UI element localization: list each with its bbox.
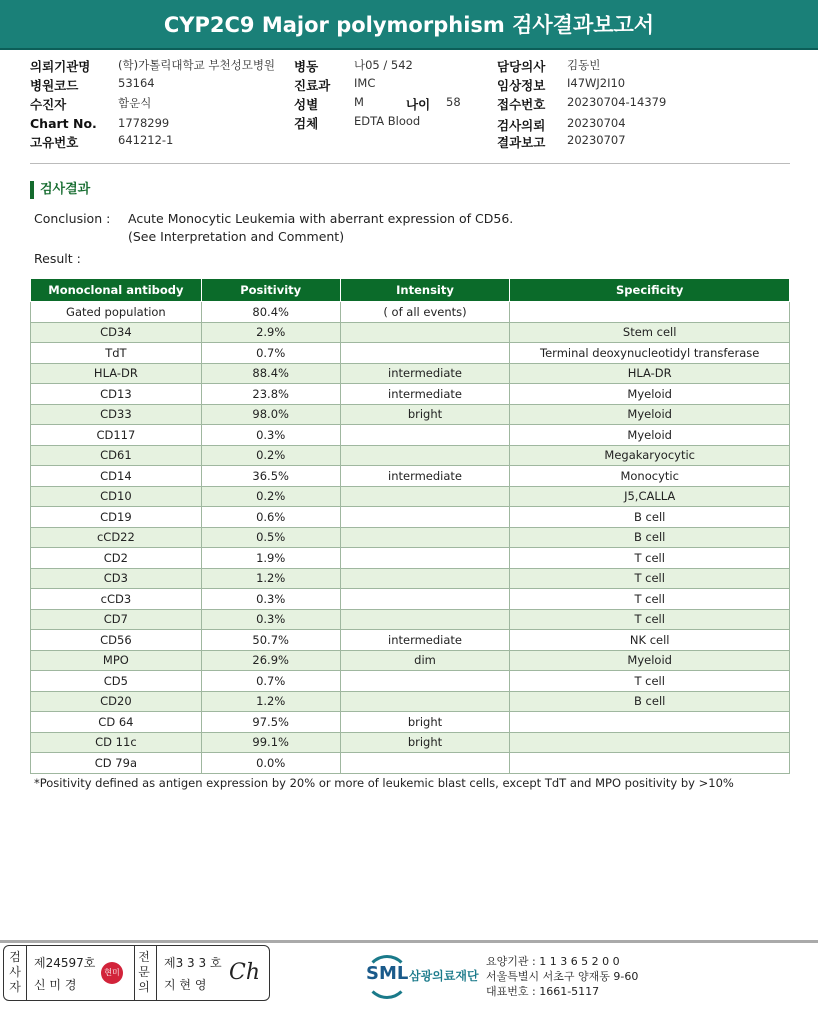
results-table — [30, 278, 790, 774]
seal-stamp: 현미 — [101, 962, 123, 984]
cell-specificity: HLA-DR — [510, 363, 790, 384]
ward-label: 병동 — [294, 59, 319, 74]
cell-intensity — [340, 671, 510, 692]
cell-intensity — [340, 343, 510, 364]
cell-antibody: CD7 — [31, 609, 202, 630]
cell-specificity: NK cell — [510, 630, 790, 651]
table-row — [31, 343, 790, 364]
cell-antibody: CD 79a — [31, 753, 202, 774]
cell-intensity: intermediate — [340, 630, 510, 651]
cell-positivity: 23.8% — [201, 384, 340, 405]
cell-intensity — [340, 691, 510, 712]
col-antibody: Monoclonal antibody — [31, 279, 202, 302]
table-row — [31, 712, 790, 733]
cell-intensity — [340, 609, 510, 630]
chart-label: Chart No. — [30, 116, 97, 131]
specimen-value: EDTA Blood — [354, 114, 421, 128]
cell-specificity: Terminal deoxynucleotidyl transferase — [510, 343, 790, 364]
cell-antibody: Gated population — [31, 302, 202, 323]
cell-antibody: CD13 — [31, 384, 202, 405]
cell-antibody: CD34 — [31, 322, 202, 343]
result-label: Result : — [34, 251, 81, 266]
sex-label: 성별 — [294, 97, 319, 112]
table-row — [31, 548, 790, 569]
cell-antibody: TdT — [31, 343, 202, 364]
patient-label: 수진자 — [30, 97, 67, 112]
cell-specificity: T cell — [510, 568, 790, 589]
table-row — [31, 322, 790, 343]
cell-positivity: 1.2% — [201, 568, 340, 589]
cell-specificity: B cell — [510, 507, 790, 528]
institution-code: 요양기관 : 1 1 3 6 5 2 0 0 — [486, 955, 620, 968]
cell-antibody: CD33 — [31, 404, 202, 425]
hospital-label: 의뢰기관명 — [30, 59, 91, 74]
cell-positivity: 26.9% — [201, 650, 340, 671]
receipt-label: 접수번호 — [497, 97, 546, 112]
report-title: CYP2C9 Major polymorphism 검사결과보고서 — [0, 0, 818, 50]
cell-intensity: intermediate — [340, 466, 510, 487]
cell-positivity: 0.0% — [201, 753, 340, 774]
cell-intensity: intermediate — [340, 384, 510, 405]
cell-positivity: 1.9% — [201, 548, 340, 569]
cell-antibody: cCD3 — [31, 589, 202, 610]
cell-specificity: T cell — [510, 589, 790, 610]
specialist-number: 제3 3 3 호 — [164, 956, 222, 970]
cell-positivity: 0.3% — [201, 589, 340, 610]
table-row — [31, 589, 790, 610]
table-row — [31, 753, 790, 774]
cell-intensity — [340, 527, 510, 548]
table-row — [31, 630, 790, 651]
cell-intensity — [340, 548, 510, 569]
cell-positivity: 80.4% — [201, 302, 340, 323]
footnote: *Positivity defined as antigen expression by 20% or more of leukemic blast cells, except TdT and MPO positivity by >10% — [34, 776, 734, 790]
table-row — [31, 568, 790, 589]
cell-positivity: 0.7% — [201, 343, 340, 364]
cell-intensity — [340, 322, 510, 343]
cell-specificity — [510, 712, 790, 733]
cell-positivity: 98.0% — [201, 404, 340, 425]
cell-positivity: 88.4% — [201, 363, 340, 384]
cell-intensity — [340, 486, 510, 507]
conclusion-text: Acute Monocytic Leukemia with aberrant expression of CD56. — [128, 211, 514, 226]
cell-specificity: Stem cell — [510, 322, 790, 343]
table-row — [31, 691, 790, 712]
table-row — [31, 445, 790, 466]
table-row — [31, 466, 790, 487]
table-row — [31, 384, 790, 405]
cell-positivity: 0.3% — [201, 425, 340, 446]
ward-value: 나05 / 542 — [354, 58, 413, 72]
cell-antibody: cCD22 — [31, 527, 202, 548]
cell-intensity — [340, 445, 510, 466]
cell-antibody: CD10 — [31, 486, 202, 507]
cell-antibody: CD 11c — [31, 732, 202, 753]
cell-intensity — [340, 568, 510, 589]
cell-antibody: CD56 — [31, 630, 202, 651]
cell-antibody: CD117 — [31, 425, 202, 446]
cell-antibody: MPO — [31, 650, 202, 671]
conclusion-label: Conclusion : — [34, 211, 111, 226]
doctor-value: 김동빈 — [567, 58, 601, 72]
signature: Ch — [229, 960, 261, 985]
cell-positivity: 0.5% — [201, 527, 340, 548]
table-row — [31, 363, 790, 384]
clinical-value: I47WJ2I10 — [567, 76, 626, 90]
cell-specificity: Myeloid — [510, 384, 790, 405]
table-row — [31, 650, 790, 671]
report-date-label: 결과보고 — [497, 135, 546, 150]
logo-text: SML — [366, 963, 409, 984]
tester-name: 신 미 경 — [34, 978, 77, 992]
table-row — [31, 507, 790, 528]
org-name: 삼광의료재단 — [409, 969, 479, 983]
request-label: 검사의뢰 — [497, 118, 546, 133]
cell-positivity: 0.3% — [201, 609, 340, 630]
cell-specificity: Monocytic — [510, 466, 790, 487]
cell-intensity — [340, 753, 510, 774]
cell-specificity — [510, 753, 790, 774]
table-row — [31, 527, 790, 548]
cell-antibody: HLA-DR — [31, 363, 202, 384]
col-intensity: Intensity — [340, 279, 510, 302]
cell-intensity: bright — [340, 712, 510, 733]
cell-specificity — [510, 302, 790, 323]
cell-specificity — [510, 732, 790, 753]
age-value: 58 — [446, 95, 461, 109]
patient-value: 함운식 — [118, 96, 152, 110]
cell-intensity — [340, 507, 510, 528]
cell-antibody: CD20 — [31, 691, 202, 712]
cell-specificity: Megakaryocytic — [510, 445, 790, 466]
cell-antibody: CD14 — [31, 466, 202, 487]
specialist-label: 전문의 — [138, 950, 150, 994]
clinical-label: 임상정보 — [497, 78, 546, 93]
cell-intensity: bright — [340, 404, 510, 425]
cell-antibody: CD5 — [31, 671, 202, 692]
cell-antibody: CD2 — [31, 548, 202, 569]
cell-antibody: CD19 — [31, 507, 202, 528]
cell-positivity: 0.7% — [201, 671, 340, 692]
cell-positivity: 1.2% — [201, 691, 340, 712]
cell-positivity: 99.1% — [201, 732, 340, 753]
report-date-value: 20230707 — [567, 133, 626, 147]
table-row — [31, 609, 790, 630]
hospital-value: (학)가톨릭대학교 부천성모병원 — [118, 58, 276, 72]
conclusion-note: (See Interpretation and Comment) — [128, 229, 345, 244]
divider — [30, 163, 790, 164]
cell-specificity: Myeloid — [510, 650, 790, 671]
cell-positivity: 36.5% — [201, 466, 340, 487]
phone: 대표번호 : 1661-5117 — [486, 985, 600, 998]
cell-positivity: 0.6% — [201, 507, 340, 528]
cell-specificity: B cell — [510, 691, 790, 712]
code-label: 병원코드 — [30, 78, 79, 93]
specimen-label: 검체 — [294, 116, 319, 131]
cell-positivity: 50.7% — [201, 630, 340, 651]
cell-antibody: CD 64 — [31, 712, 202, 733]
tester-label: 검사자 — [9, 950, 21, 994]
cell-positivity: 0.2% — [201, 486, 340, 507]
sex-value: M — [354, 95, 364, 109]
signoff-box — [3, 945, 270, 1001]
cell-specificity: Myeloid — [510, 425, 790, 446]
table-row — [31, 404, 790, 425]
section-title: 검사결과 — [30, 181, 90, 199]
cell-specificity: T cell — [510, 609, 790, 630]
tester-number: 제24597호 — [34, 956, 96, 970]
footer-divider — [0, 940, 818, 943]
table-row — [31, 732, 790, 753]
cell-intensity: intermediate — [340, 363, 510, 384]
dept-label: 진료과 — [294, 78, 331, 93]
cell-intensity: bright — [340, 732, 510, 753]
table-row — [31, 302, 790, 323]
cell-positivity: 97.5% — [201, 712, 340, 733]
col-positivity: Positivity — [201, 279, 340, 302]
cell-specificity: T cell — [510, 671, 790, 692]
cell-specificity: Myeloid — [510, 404, 790, 425]
cell-intensity — [340, 589, 510, 610]
uid-label: 고유번호 — [30, 135, 79, 150]
table-row — [31, 486, 790, 507]
request-value: 20230704 — [567, 116, 626, 130]
cell-positivity: 2.9% — [201, 322, 340, 343]
col-specificity: Specificity — [510, 279, 790, 302]
uid-value: 641212-1 — [118, 133, 174, 147]
cell-specificity: J5,CALLA — [510, 486, 790, 507]
receipt-value: 20230704-14379 — [567, 95, 667, 109]
cell-intensity: dim — [340, 650, 510, 671]
code-value: 53164 — [118, 76, 155, 90]
cell-specificity: B cell — [510, 527, 790, 548]
cell-antibody: CD61 — [31, 445, 202, 466]
doctor-label: 담당의사 — [497, 59, 546, 74]
table-row — [31, 671, 790, 692]
cell-antibody: CD3 — [31, 568, 202, 589]
specialist-name: 지 현 영 — [164, 978, 207, 992]
dept-value: IMC — [354, 76, 376, 90]
address: 서울특별시 서초구 양재동 9-60 — [486, 970, 639, 983]
cell-intensity — [340, 425, 510, 446]
table-row — [31, 425, 790, 446]
cell-intensity: ( of all events) — [340, 302, 510, 323]
cell-specificity: T cell — [510, 548, 790, 569]
age-label: 나이 — [406, 97, 431, 112]
chart-value: 1778299 — [118, 116, 170, 130]
cell-positivity: 0.2% — [201, 445, 340, 466]
